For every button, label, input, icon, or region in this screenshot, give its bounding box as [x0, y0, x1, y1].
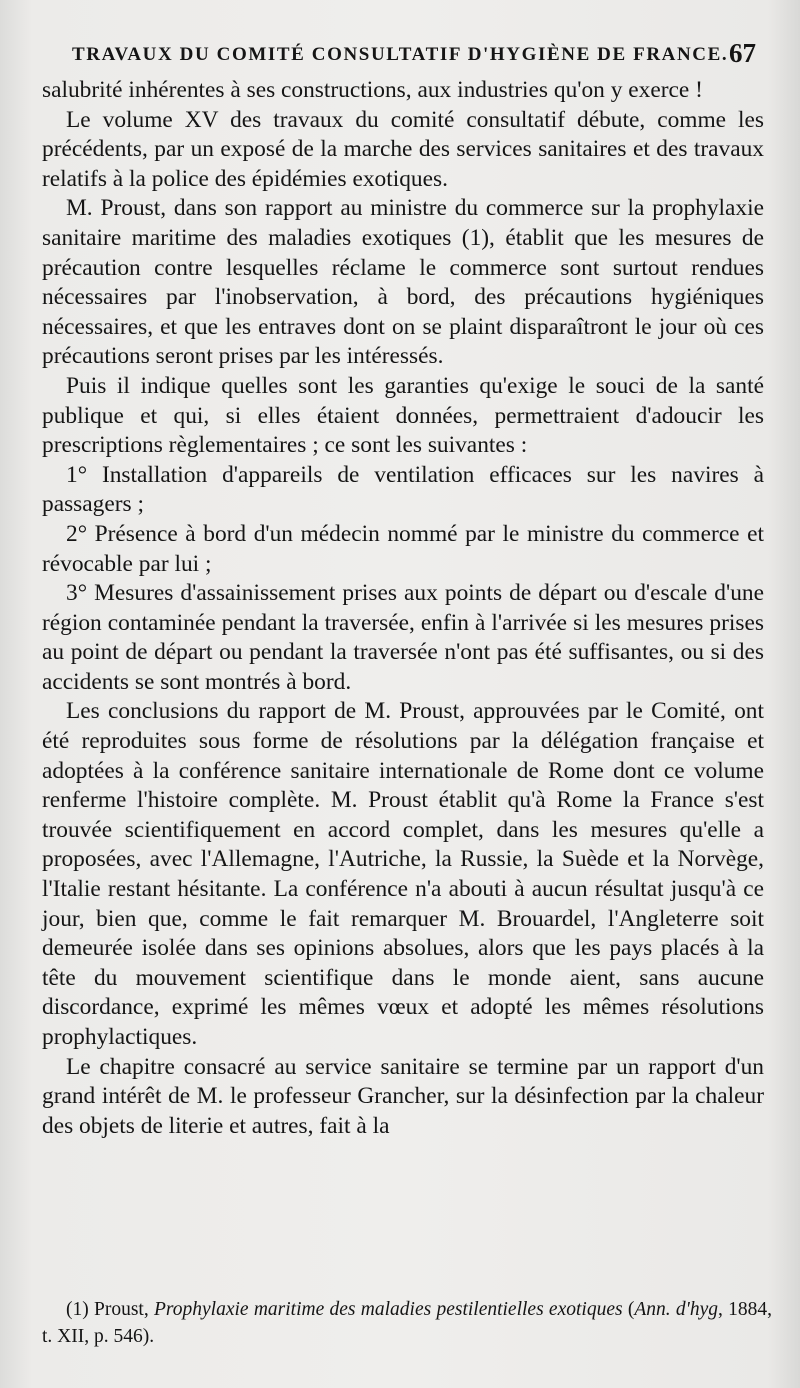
body-text [42, 76, 764, 1141]
paragraph: 2° Présence à bord d'un médecin nommé par le ministre du commerce et révocable par lui ; [42, 520, 764, 577]
paragraph: Le volume XV des travaux du comité consultatif débute, comme les précédents, par un exposé de la marche des services sanitaires et des travaux relatifs à la police des épidémies exotiques. [42, 106, 764, 192]
footnote-marker: (1) Proust, [66, 1299, 149, 1320]
paragraph: Le chapitre consacré au service sanitaire se termine par un rapport d'un grand intérêt de M. le professeur Grancher, sur la désinfection par la chaleur des objets de literie et autres, fait à la [42, 1053, 764, 1139]
paragraph: Puis il indique quelles sont les garanties qu'exige le souci de la santé publique et qui, si elles étaient données, permettraient d'adoucir les prescriptions règlementaires ; ce sont les suivantes : [42, 372, 764, 459]
paragraph: 3° Mesures d'assainissement prises aux points de départ ou d'escale d'une région contaminée pendant la traversée, enfin à l'arrivée si les mesures prises au point de départ ou pendant la traversée n'ont pas été suffisantes, ou si des accidents se sont montrés à bord. [42, 580, 764, 695]
footnote-details: , 1884, t. XII, p. 546). [42, 1299, 772, 1347]
paragraph: 1° Installation d'appareils de ventilation efficaces sur les navires à passagers ; [42, 461, 764, 518]
footnote-journal: Ann. d'hyg [634, 1299, 718, 1320]
paragraph: salubrité inhérentes à ses constructions, aux industries qu'on y exerce ! [42, 77, 703, 103]
footnote-paren: ( [627, 1299, 635, 1320]
page-number: 67 [729, 38, 756, 68]
footnote [42, 1296, 772, 1350]
running-title: TRAVAUX DU COMITÉ CONSULTATIF D'HYGIÈNE DE FRANCE. [72, 44, 729, 65]
running-header [72, 38, 756, 72]
footnote-text [42, 1296, 772, 1350]
paragraph: Les conclusions du rapport de M. Proust, approuvées par le Comité, ont été reproduites sous forme de résolutions par la délégation française et adoptées à la conférence sanitaire internationale de Rome dont ce volume renferme l'histoire complète. M. Proust établit qu'à Rome la France s'est trouvée scientifiquement en accord complet, dans les mesures qu'elle a proposées, avec l'Allemagne, l'Autriche, la Russie, la Suède et la Norvège, l'Italie restant hésitante. La conférence n'a abouti à aucun résultat jusqu'à ce jour, bien que, comme le fait remarquer M. Brouardel, l'Angleterre soit demeurée isolée dans ses opinions absolues, alors que les pays placés à la tête du mouvement scientifique dans le monde aient, sans aucune discordance, exprimé les mêmes vœux et adopté les mêmes résolutions prophylactiques. [42, 698, 764, 1050]
footnote-title: Prophylaxie maritime des maladies pestilentielles exotiques [154, 1299, 623, 1320]
paragraph: M. Proust, dans son rapport au ministre du commerce sur la prophylaxie sanitaire maritime des maladies exotiques (1), établit que les mesures de précaution contre lesquelles réclame le commerce sont surtout rendues nécessaires par l'inobservation, à bord, des précautions hygiéniques nécessaires, et que les entraves dont on se plaint disparaîtront le jour où ces précautions seront prises par les intéressés. [42, 195, 764, 370]
